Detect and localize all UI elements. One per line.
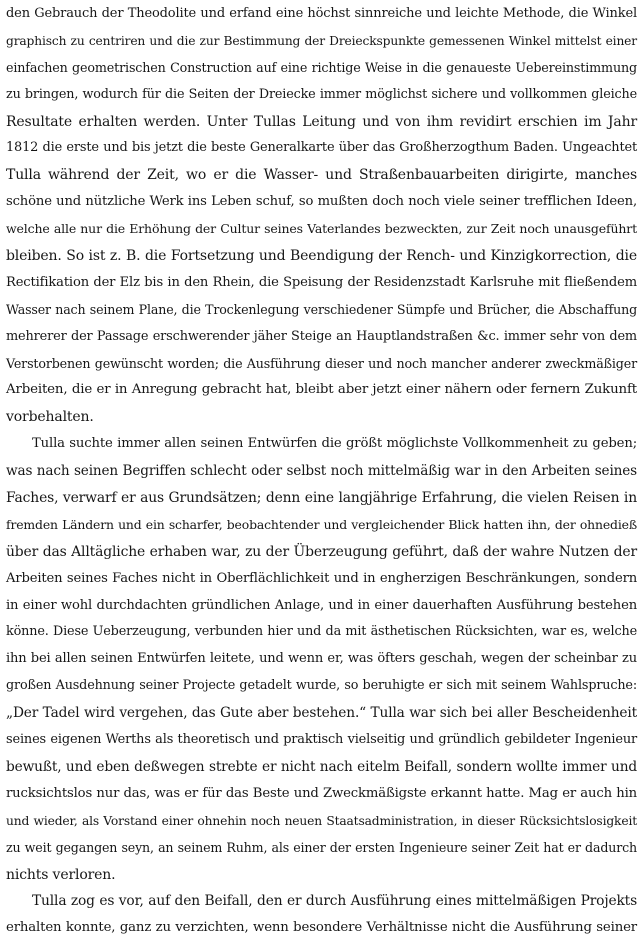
text-line: schöne und nützliche Werk ins Leben schuf, so mußten doch noch viele seiner trefflichen Ideen, xyxy=(6,194,637,210)
text-line: was nach seinen Begriffen schlecht oder selbst noch mittelmäßig war in den Arbeiten seines xyxy=(6,463,637,480)
text-line: nichts verloren. xyxy=(6,866,116,883)
text-line: über das Alltägliche erhaben war, zu der Überzeugung geführt, daß der wahre Nutzen der xyxy=(6,543,637,560)
text-line: den Gebrauch der Theodolite und erfand eine höchst sinnreiche und leichte Methode, die Winkel xyxy=(6,6,637,21)
text-line: Arbeiten, die er in Anregung gebracht hat, bleibt aber jetzt einer nähern oder fernern Zukunft xyxy=(6,382,637,398)
text-line: vorbehalten. xyxy=(6,409,94,426)
text-line: Wasser nach seinem Plane, die Trockenlegung verschiedener Sümpfe und Brücher, die Abschaffung xyxy=(6,301,637,317)
text-line: großen Ausdehnung seiner Projecte getadelt wurde, so beruhigte er sich mit seinem Wahlspruche: xyxy=(6,678,637,694)
paragraph-2 xyxy=(0,431,640,888)
text-line: Tulla suchte immer allen seinen Entwürfen die größt möglichste Vollkommenheit zu geben; xyxy=(32,436,637,452)
text-line: mehrerer der Passage erschwerender jäher Steige an Hauptlandstraßen &c. immer sehr von dem xyxy=(6,328,637,344)
text-line: einfachen geometrischen Construction auf eine richtige Weise in die genaueste Uebereinstimmung xyxy=(6,59,637,75)
text-line: in einer wohl durchdachten gründlichen Anlage, und in einer dauerhaften Ausführung bestehen xyxy=(6,597,637,613)
text-line: Resultate erhalten werden. Unter Tullas Leitung und von ihm revidirt erschien im Jahr xyxy=(6,113,637,130)
paragraph-1 xyxy=(0,0,640,431)
text-line: Rectifikation der Elz bis in den Rhein, die Speisung der Residenzstadt Karlsruhe mit fließendem xyxy=(6,274,637,290)
text-line: bewußt, und eben deßwegen strebte er nicht nach eitelm Beifall, sondern wollte immer und xyxy=(6,758,637,775)
text-line: könne. Diese Ueberzeugung, verbunden hier und da mit ästhetischen Rücksichten, war es, welche xyxy=(6,624,637,640)
text-line: Arbeiten seines Faches nicht in Oberflächlichkeit und in engherzigen Beschränkungen, sondern xyxy=(6,570,637,586)
text-line: Tulla während der Zeit, wo er die Wasser- und Straßenbauarbeiten dirigirte, manches xyxy=(6,167,637,184)
text-line: zu weit gegangen seyn, an seinem Ruhm, als einer der ersten Ingenieure seiner Zeit hat er dadurch xyxy=(6,839,637,855)
text-line: Verstorbenen gewünscht worden; die Ausführung dieser und noch mancher anderer zweckmäßiger xyxy=(6,355,637,371)
text-line: und wieder, als Vorstand einer ohnehin noch neuen Staatsadministration, in dieser Rücksichtslosigkeit xyxy=(6,813,637,828)
text-line: fremden Ländern und ein scharfer, beobachtender und vergleichender Blick hatten ihn, der ohnedieß xyxy=(6,516,637,532)
text-line: rucksichtslos nur das, was er für das Beste und Zweckmäßigste erkannt hatte. Mag er auch hin xyxy=(6,785,637,801)
text-line: seines eigenen Werths als theoretisch und praktisch vielseitig und gründlich gebildeter Ingenieur xyxy=(6,732,637,748)
text-line: „Der Tadel wird vergehen, das Gute aber bestehen.“ Tulla war sich bei aller Bescheidenheit xyxy=(6,705,637,722)
text-line: 1812 die erste und bis jetzt die beste Generalkarte über das Großherzogthum Baden. Ungeachtet xyxy=(6,140,637,156)
paragraph-3 xyxy=(0,888,640,942)
text-line: welche alle nur die Erhöhung der Cultur seines Vaterlandes bezweckten, zur Zeit noch unausgeführt xyxy=(6,221,637,237)
text-line: Faches, verwarf er aus Grundsätzen; denn eine langjährige Erfahrung, die vielen Reisen in xyxy=(6,490,637,507)
text-line: bleiben. So ist z. B. die Fortsetzung und Beendigung der Rench- und Kinzigkorrection, die xyxy=(6,248,637,265)
text-line: graphisch zu centriren und die zur Bestimmung der Dreieckspunkte gemessenen Winkel mittelst einer xyxy=(6,33,637,48)
text-line: erhalten konnte, ganz zu verzichten, wenn besondere Verhältnisse nicht die Ausführung seiner xyxy=(6,920,637,936)
text-line: zu bringen, wodurch für die Seiten der Dreiecke immer möglichst sichere und vollkommen gleiche xyxy=(6,86,637,102)
text-line: Tulla zog es vor, auf den Beifall, den er durch Ausführung eines mittelmäßigen Projekts xyxy=(32,893,637,910)
text-line: ihn bei allen seinen Entwürfen leitete, und wenn er, was öfters geschah, wegen der scheinbar zu xyxy=(6,651,637,667)
